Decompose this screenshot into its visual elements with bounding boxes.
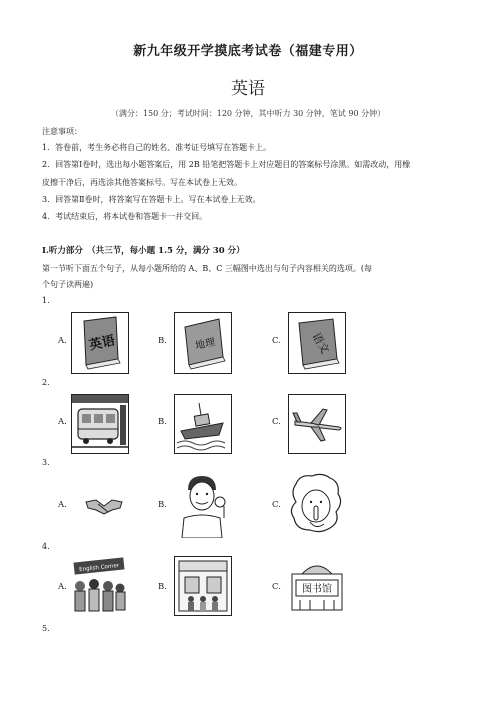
note-item: 2．回答第Ⅰ卷时，选出每小题答案后，用 2B 铅笔把答题卡上对应题目的答案标号涂黑。如需改动，用橡	[42, 160, 411, 169]
library-icon	[288, 556, 346, 614]
note-item: 1．答卷前，考生务必将自己的姓名、准考证号填写在答题卡上。	[42, 143, 272, 152]
section-instruction: 第一节听下面五个句子，从每小题所给的 A、B、C 三幅图中选出与句子内容相关的选项。(每	[42, 264, 372, 273]
note-item: 皮擦干净后，再选涂其他答案标号。写在本试卷上无效。	[42, 178, 242, 187]
library-sign: 图书馆	[302, 584, 332, 595]
option-label: B.	[158, 336, 167, 346]
train-icon	[71, 394, 129, 454]
store-icon	[174, 556, 232, 616]
subject-title: 英语	[231, 79, 265, 99]
book-icon	[71, 312, 129, 374]
option-label: C.	[272, 582, 281, 592]
ship-icon	[174, 394, 232, 454]
option-label: A.	[58, 336, 67, 346]
book-cover-text: 语文	[309, 330, 332, 357]
airplane-icon	[288, 394, 346, 454]
question-number: 1.	[42, 296, 50, 305]
book-cover-text: 地理	[194, 337, 217, 352]
quiet-gesture-icon	[286, 472, 346, 538]
section-instruction: 个句子读两遍)	[42, 280, 94, 289]
book-icon	[288, 312, 346, 374]
ok-gesture-icon	[174, 472, 230, 538]
english-corner-icon	[66, 556, 132, 616]
option-label: A.	[58, 582, 67, 592]
option-label: A.	[58, 417, 67, 427]
option-label: A.	[58, 500, 67, 510]
notes-heading: 注意事项：	[42, 127, 82, 136]
option-label: B.	[158, 500, 167, 510]
option-label: C.	[272, 336, 281, 346]
question-number: 3.	[42, 458, 50, 467]
exam-title: 新九年级开学摸底考试卷（福建专用）	[133, 44, 363, 59]
option-label: B.	[158, 582, 167, 592]
question-number: 5.	[42, 624, 50, 633]
book-icon	[174, 312, 232, 374]
option-label: C.	[272, 417, 281, 427]
handshake-icon	[84, 490, 124, 520]
sign-text: English Corner	[78, 562, 120, 574]
book-cover-text: 英语	[87, 333, 117, 354]
option-label: B.	[158, 417, 167, 427]
question-number: 4.	[42, 542, 50, 551]
exam-meta: （满分：150 分；考试时间：120 分钟，其中听力 30 分钟，笔试 90 分钟）	[110, 109, 386, 118]
note-item: 4．考试结束后，将本试卷和答题卡一并交回。	[42, 212, 208, 221]
question-number: 2.	[42, 378, 50, 387]
option-label: C.	[272, 500, 281, 510]
section-heading: I.听力部分 （共三节，每小题 1.5 分，满分 30 分）	[42, 246, 245, 256]
note-item: 3．回答第Ⅱ卷时，将答案写在答题卡上。写在本试卷上无效。	[42, 195, 261, 204]
